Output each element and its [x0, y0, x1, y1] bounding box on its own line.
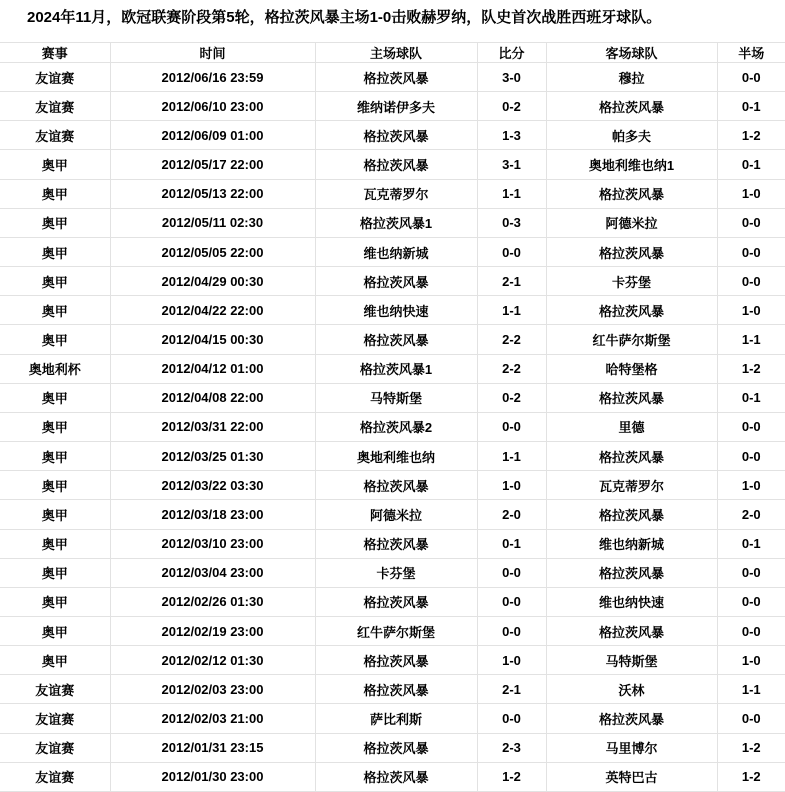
cell-halftime: 1-0	[717, 179, 785, 208]
table-row	[0, 646, 785, 675]
cell-competition: 奥甲	[0, 587, 110, 616]
table-row	[0, 762, 785, 791]
cell-time: 2012/02/12 01:30	[110, 646, 315, 675]
table-row	[0, 267, 785, 296]
cell-time: 2012/03/31 22:00	[110, 412, 315, 441]
table-row	[0, 237, 785, 266]
cell-halftime: 0-1	[717, 383, 785, 412]
cell-time: 2012/06/10 23:00	[110, 92, 315, 121]
cell-score: 1-1	[477, 179, 546, 208]
cell-competition: 奥甲	[0, 179, 110, 208]
cell-score: 1-1	[477, 296, 546, 325]
cell-score: 2-1	[477, 267, 546, 296]
cell-away-team: 穆拉	[546, 63, 717, 92]
cell-time: 2012/03/04 23:00	[110, 558, 315, 587]
cell-away-team: 格拉茨风暴	[546, 616, 717, 645]
cell-competition: 奥甲	[0, 325, 110, 354]
cell-score: 0-2	[477, 383, 546, 412]
table-row	[0, 121, 785, 150]
table-row	[0, 296, 785, 325]
cell-home-team: 格拉茨风暴	[315, 733, 477, 762]
cell-home-team: 格拉茨风暴	[315, 150, 477, 179]
cell-away-team: 沃林	[546, 675, 717, 704]
column-header-halftime: 半场	[717, 43, 785, 63]
column-header-competition: 赛事	[0, 43, 110, 63]
cell-away-team: 格拉茨风暴	[546, 558, 717, 587]
cell-score: 1-3	[477, 121, 546, 150]
cell-competition: 奥甲	[0, 646, 110, 675]
cell-halftime: 0-0	[717, 412, 785, 441]
cell-home-team: 瓦克蒂罗尔	[315, 179, 477, 208]
cell-score: 2-2	[477, 325, 546, 354]
cell-competition: 奥甲	[0, 442, 110, 471]
cell-halftime: 1-2	[717, 121, 785, 150]
cell-home-team: 维也纳快速	[315, 296, 477, 325]
cell-competition: 奥甲	[0, 471, 110, 500]
cell-away-team: 瓦克蒂罗尔	[546, 471, 717, 500]
table-row	[0, 354, 785, 383]
cell-home-team: 卡芬堡	[315, 558, 477, 587]
cell-home-team: 阿德米拉	[315, 500, 477, 529]
cell-halftime: 0-1	[717, 92, 785, 121]
cell-halftime: 1-0	[717, 296, 785, 325]
cell-time: 2012/04/29 00:30	[110, 267, 315, 296]
table-row	[0, 179, 785, 208]
cell-time: 2012/02/19 23:00	[110, 616, 315, 645]
cell-score: 2-1	[477, 675, 546, 704]
cell-score: 0-0	[477, 237, 546, 266]
cell-score: 2-2	[477, 354, 546, 383]
cell-score: 0-0	[477, 704, 546, 733]
cell-time: 2012/06/09 01:00	[110, 121, 315, 150]
table-row	[0, 383, 785, 412]
table-row	[0, 471, 785, 500]
cell-time: 2012/05/11 02:30	[110, 208, 315, 237]
cell-away-team: 卡芬堡	[546, 267, 717, 296]
table-row	[0, 675, 785, 704]
cell-score: 3-0	[477, 63, 546, 92]
cell-time: 2012/05/13 22:00	[110, 179, 315, 208]
cell-score: 0-0	[477, 412, 546, 441]
cell-home-team: 格拉茨风暴	[315, 762, 477, 791]
cell-home-team: 格拉茨风暴	[315, 121, 477, 150]
match-results-table	[0, 42, 785, 792]
cell-competition: 奥甲	[0, 383, 110, 412]
cell-away-team: 格拉茨风暴	[546, 296, 717, 325]
table-header-row	[0, 43, 785, 63]
cell-competition: 奥甲	[0, 296, 110, 325]
table-row	[0, 733, 785, 762]
cell-time: 2012/01/30 23:00	[110, 762, 315, 791]
cell-home-team: 格拉茨风暴	[315, 471, 477, 500]
table-row	[0, 558, 785, 587]
cell-competition: 奥地利杯	[0, 354, 110, 383]
cell-score: 0-0	[477, 587, 546, 616]
cell-score: 2-0	[477, 500, 546, 529]
cell-score: 0-1	[477, 529, 546, 558]
cell-away-team: 阿德米拉	[546, 208, 717, 237]
cell-time: 2012/04/22 22:00	[110, 296, 315, 325]
table-row	[0, 150, 785, 179]
cell-halftime: 1-1	[717, 325, 785, 354]
cell-score: 0-0	[477, 558, 546, 587]
cell-away-team: 红牛萨尔斯堡	[546, 325, 717, 354]
cell-time: 2012/03/25 01:30	[110, 442, 315, 471]
cell-home-team: 格拉茨风暴	[315, 587, 477, 616]
cell-halftime: 0-1	[717, 150, 785, 179]
cell-time: 2012/04/08 22:00	[110, 383, 315, 412]
column-header-home-team: 主场球队	[315, 43, 477, 63]
cell-competition: 奥甲	[0, 412, 110, 441]
cell-home-team: 格拉茨风暴	[315, 63, 477, 92]
table-header	[0, 43, 785, 63]
cell-away-team: 奥地利维也纳1	[546, 150, 717, 179]
cell-halftime: 0-0	[717, 267, 785, 296]
cell-time: 2012/05/05 22:00	[110, 237, 315, 266]
table-row	[0, 325, 785, 354]
cell-home-team: 格拉茨风暴	[315, 675, 477, 704]
cell-halftime: 0-1	[717, 529, 785, 558]
table-row	[0, 529, 785, 558]
cell-away-team: 格拉茨风暴	[546, 237, 717, 266]
cell-halftime: 1-2	[717, 762, 785, 791]
table-row	[0, 500, 785, 529]
cell-home-team: 红牛萨尔斯堡	[315, 616, 477, 645]
table-row	[0, 442, 785, 471]
table-row	[0, 704, 785, 733]
cell-away-team: 马里博尔	[546, 733, 717, 762]
cell-home-team: 格拉茨风暴	[315, 267, 477, 296]
cell-away-team: 英特巴古	[546, 762, 717, 791]
cell-time: 2012/06/16 23:59	[110, 63, 315, 92]
cell-score: 3-1	[477, 150, 546, 179]
cell-time: 2012/03/10 23:00	[110, 529, 315, 558]
cell-competition: 奥甲	[0, 237, 110, 266]
table-row	[0, 587, 785, 616]
cell-away-team: 维也纳快速	[546, 587, 717, 616]
column-header-time: 时间	[110, 43, 315, 63]
cell-home-team: 马特斯堡	[315, 383, 477, 412]
cell-score: 1-0	[477, 471, 546, 500]
cell-competition: 奥甲	[0, 529, 110, 558]
cell-away-team: 维也纳新城	[546, 529, 717, 558]
cell-score: 0-0	[477, 616, 546, 645]
cell-halftime: 1-2	[717, 354, 785, 383]
cell-halftime: 0-0	[717, 442, 785, 471]
table-row	[0, 208, 785, 237]
table-row	[0, 63, 785, 92]
cell-home-team: 奥地利维也纳	[315, 442, 477, 471]
table-row	[0, 616, 785, 645]
table-row	[0, 412, 785, 441]
cell-home-team: 格拉茨风暴	[315, 529, 477, 558]
cell-halftime: 1-1	[717, 675, 785, 704]
cell-time: 2012/04/12 01:00	[110, 354, 315, 383]
cell-away-team: 哈特堡格	[546, 354, 717, 383]
cell-competition: 友谊赛	[0, 92, 110, 121]
cell-competition: 友谊赛	[0, 63, 110, 92]
cell-competition: 友谊赛	[0, 121, 110, 150]
column-header-away-team: 客场球队	[546, 43, 717, 63]
cell-competition: 友谊赛	[0, 762, 110, 791]
cell-score: 2-3	[477, 733, 546, 762]
cell-score: 0-2	[477, 92, 546, 121]
cell-halftime: 2-0	[717, 500, 785, 529]
page-title: 2024年11月，欧冠联赛阶段第5轮，格拉茨风暴主场1-0击败赫罗纳，队史首次战胜西班牙球队。	[27, 9, 662, 26]
cell-competition: 奥甲	[0, 616, 110, 645]
column-header-score: 比分	[477, 43, 546, 63]
cell-halftime: 0-0	[717, 616, 785, 645]
cell-score: 1-2	[477, 762, 546, 791]
table-row	[0, 92, 785, 121]
cell-halftime: 0-0	[717, 558, 785, 587]
cell-time: 2012/02/03 21:00	[110, 704, 315, 733]
cell-time: 2012/04/15 00:30	[110, 325, 315, 354]
cell-competition: 友谊赛	[0, 675, 110, 704]
cell-time: 2012/03/22 03:30	[110, 471, 315, 500]
cell-away-team: 格拉茨风暴	[546, 500, 717, 529]
cell-halftime: 1-2	[717, 733, 785, 762]
cell-away-team: 格拉茨风暴	[546, 704, 717, 733]
cell-home-team: 格拉茨风暴1	[315, 354, 477, 383]
cell-time: 2012/02/26 01:30	[110, 587, 315, 616]
cell-time: 2012/02/03 23:00	[110, 675, 315, 704]
cell-away-team: 马特斯堡	[546, 646, 717, 675]
cell-competition: 奥甲	[0, 500, 110, 529]
cell-away-team: 里德	[546, 412, 717, 441]
cell-away-team: 格拉茨风暴	[546, 179, 717, 208]
cell-halftime: 0-0	[717, 587, 785, 616]
cell-time: 2012/03/18 23:00	[110, 500, 315, 529]
cell-competition: 奥甲	[0, 150, 110, 179]
cell-competition: 奥甲	[0, 208, 110, 237]
cell-home-team: 萨比利斯	[315, 704, 477, 733]
cell-home-team: 格拉茨风暴	[315, 325, 477, 354]
cell-home-team: 维纳诺伊多夫	[315, 92, 477, 121]
cell-halftime: 0-0	[717, 704, 785, 733]
cell-competition: 友谊赛	[0, 733, 110, 762]
cell-halftime: 0-0	[717, 63, 785, 92]
cell-competition: 奥甲	[0, 558, 110, 587]
cell-away-team: 格拉茨风暴	[546, 442, 717, 471]
cell-score: 1-1	[477, 442, 546, 471]
table-body	[0, 63, 785, 792]
cell-away-team: 格拉茨风暴	[546, 92, 717, 121]
cell-competition: 奥甲	[0, 267, 110, 296]
cell-home-team: 格拉茨风暴1	[315, 208, 477, 237]
cell-away-team: 帕多夫	[546, 121, 717, 150]
cell-time: 2012/01/31 23:15	[110, 733, 315, 762]
cell-time: 2012/05/17 22:00	[110, 150, 315, 179]
cell-halftime: 1-0	[717, 471, 785, 500]
cell-home-team: 维也纳新城	[315, 237, 477, 266]
cell-halftime: 1-0	[717, 646, 785, 675]
cell-halftime: 0-0	[717, 237, 785, 266]
cell-home-team: 格拉茨风暴2	[315, 412, 477, 441]
cell-score: 0-3	[477, 208, 546, 237]
cell-score: 1-0	[477, 646, 546, 675]
cell-halftime: 0-0	[717, 208, 785, 237]
cell-away-team: 格拉茨风暴	[546, 383, 717, 412]
cell-competition: 友谊赛	[0, 704, 110, 733]
cell-home-team: 格拉茨风暴	[315, 646, 477, 675]
